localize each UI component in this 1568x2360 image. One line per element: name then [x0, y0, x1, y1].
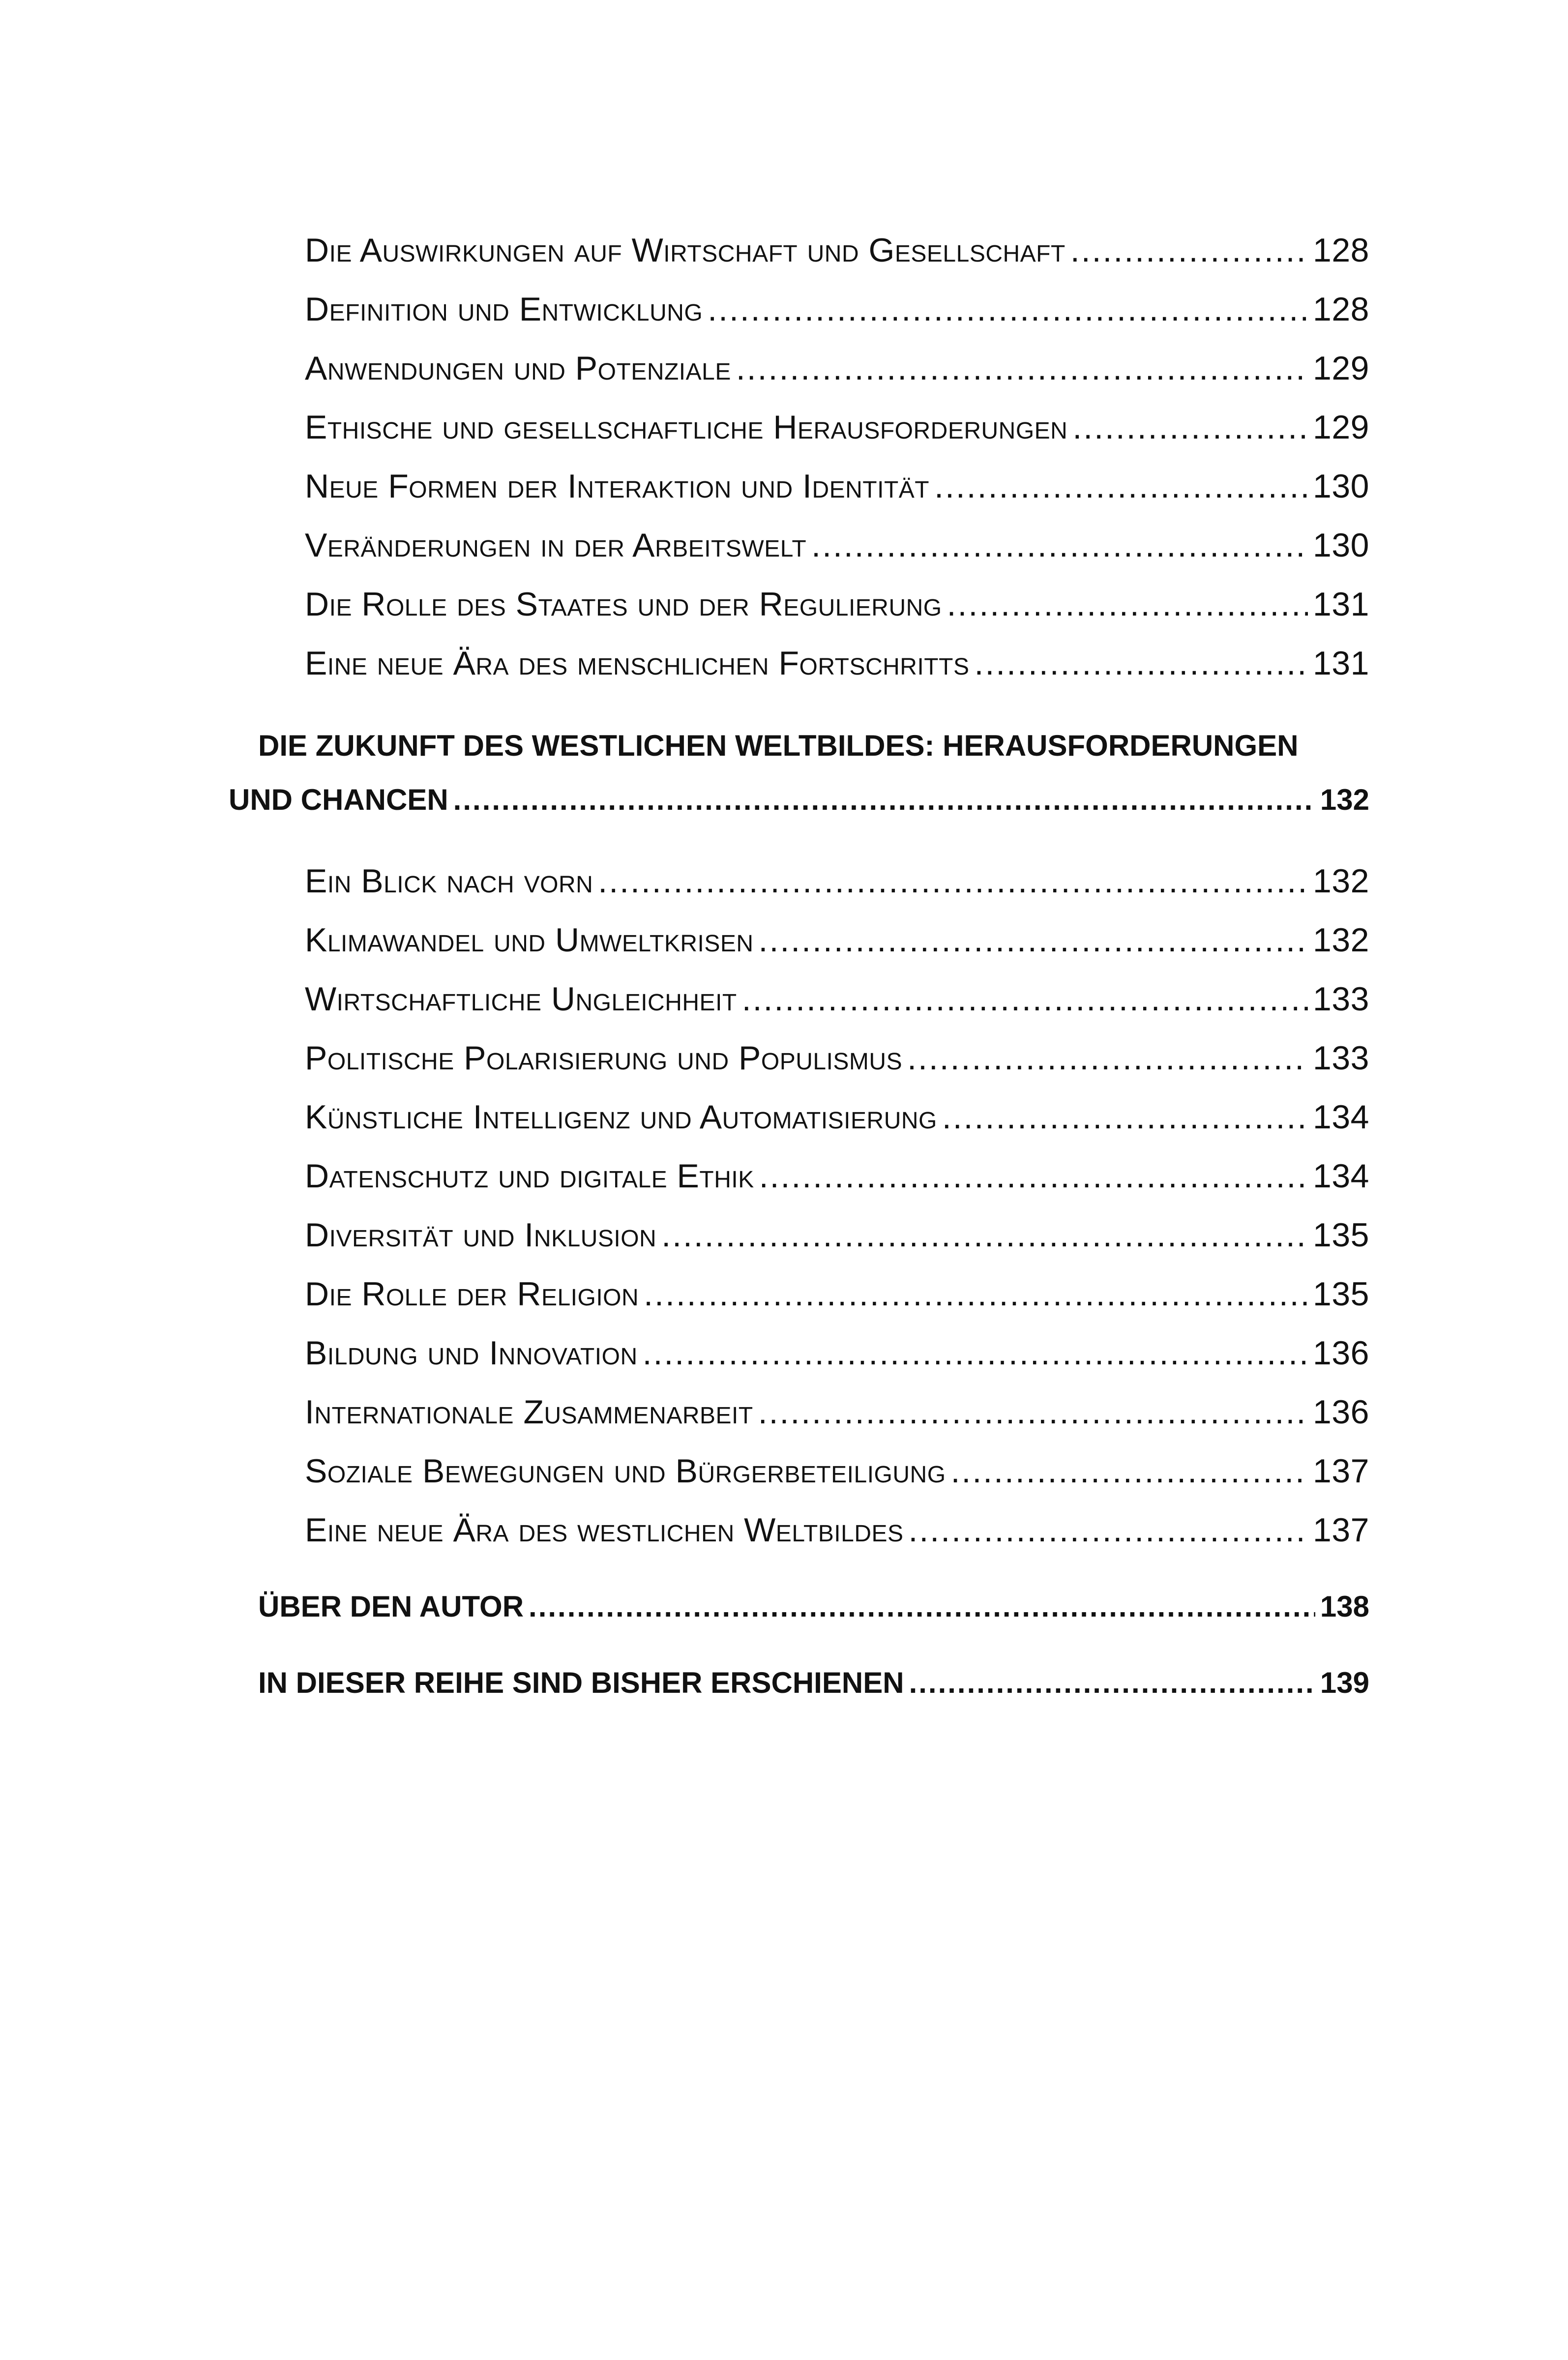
chapter-entry-title: IN DIESER REIHE SIND BISHER ERSCHIENEN — [258, 1666, 904, 1699]
dot-leader — [942, 1098, 1308, 1136]
toc-entry-page: 129 — [1313, 409, 1369, 446]
toc-entry-title: Künstliche Intelligenz und Automatisierung — [305, 1098, 937, 1136]
toc-entry-title: Die Rolle der Religion — [305, 1275, 639, 1313]
toc-entry-title: Ein Blick nach vorn — [305, 862, 593, 900]
toc-entry-title: Bildung und Innovation — [305, 1334, 638, 1372]
dot-leader — [907, 1039, 1308, 1077]
toc-entry — [305, 467, 1369, 511]
toc-entry-page: 129 — [1313, 350, 1369, 387]
chapter-entry-page: 138 — [1320, 1590, 1369, 1623]
toc-entry-title: Politische Polarisierung und Populismus — [305, 1039, 903, 1077]
chapter-heading-line1: DIE ZUKUNFT DES WESTLICHEN WELTBILDES: HERAUSFORDERUNGEN — [258, 729, 1299, 762]
dot-leader — [708, 290, 1308, 328]
toc-entry-title: Neue Formen der Interaktion und Identität — [305, 468, 930, 505]
toc-entry — [305, 408, 1369, 452]
chapter-heading — [229, 783, 1369, 824]
chapter-entry-about-author — [258, 1590, 1369, 1631]
toc-entry — [305, 1393, 1369, 1437]
toc-entry-page: 137 — [1313, 1511, 1369, 1549]
toc-entry-title: Diversität und Inklusion — [305, 1216, 657, 1254]
toc-entry-page: 132 — [1313, 921, 1369, 959]
dot-leader — [759, 921, 1308, 959]
toc-entry — [305, 644, 1369, 688]
dot-leader — [974, 644, 1308, 682]
toc-entry-title: Datenschutz und digitale Ethik — [305, 1157, 754, 1195]
toc-entry-title: Soziale Bewegungen und Bürgerbeteiligung — [305, 1452, 946, 1490]
toc-entry — [305, 349, 1369, 393]
chapter-entry-series — [258, 1666, 1369, 1707]
toc-entry-title: Internationale Zusammenarbeit — [305, 1393, 753, 1431]
toc-entry-title: Definition und Entwicklung — [305, 291, 703, 328]
toc-entry — [305, 585, 1369, 629]
toc-entry-page: 133 — [1313, 980, 1369, 1018]
toc-entry — [305, 1157, 1369, 1201]
dot-leader — [934, 467, 1308, 505]
dot-leader — [947, 585, 1308, 623]
dot-leader — [1070, 231, 1308, 269]
toc-entry — [305, 980, 1369, 1024]
toc-entry — [305, 231, 1369, 275]
chapter-heading-line2: UND CHANCEN — [229, 783, 448, 816]
toc-entry-page: 135 — [1313, 1216, 1369, 1254]
toc-entry — [305, 1275, 1369, 1319]
toc-entry-page: 135 — [1313, 1275, 1369, 1313]
chapter-heading-page: 132 — [1320, 783, 1369, 816]
toc-entry-page: 131 — [1313, 645, 1369, 682]
toc-entry — [305, 1511, 1369, 1555]
toc-entry-page: 130 — [1313, 527, 1369, 564]
toc-entry-page: 134 — [1313, 1157, 1369, 1195]
toc-entry — [305, 290, 1369, 334]
toc-entry-page: 136 — [1313, 1393, 1369, 1431]
dot-leader — [759, 1157, 1308, 1195]
toc-entry — [305, 921, 1369, 965]
toc-entry-title: Veränderungen in der Arbeitswelt — [305, 527, 807, 564]
dot-leader — [909, 1666, 1315, 1700]
dot-leader — [951, 1452, 1308, 1490]
toc-entry-page: 132 — [1313, 862, 1369, 900]
toc-entry — [305, 1039, 1369, 1083]
toc-entry-page: 131 — [1313, 586, 1369, 623]
dot-leader — [598, 862, 1308, 900]
dot-leader — [909, 1511, 1308, 1549]
dot-leader — [742, 980, 1308, 1018]
toc-entry-page: 134 — [1313, 1098, 1369, 1136]
dot-leader — [811, 526, 1308, 564]
toc-entry-page: 136 — [1313, 1334, 1369, 1372]
dot-leader — [1072, 408, 1308, 446]
toc-entry — [305, 1098, 1369, 1142]
toc-entry-title: Eine neue Ära des menschlichen Fortschritts — [305, 645, 970, 682]
dot-leader — [644, 1275, 1308, 1313]
toc-entry — [305, 862, 1369, 906]
toc-entry — [305, 1452, 1369, 1496]
toc-entry — [305, 1334, 1369, 1378]
toc-entry-page: 133 — [1313, 1039, 1369, 1077]
toc-entry-title: Klimawandel und Umweltkrisen — [305, 921, 754, 959]
toc-entry — [305, 526, 1369, 570]
dot-leader — [453, 783, 1315, 817]
toc-entry-page: 137 — [1313, 1452, 1369, 1490]
toc-entry-title: Die Rolle des Staates und der Regulierung — [305, 586, 942, 623]
toc-entry-page: 128 — [1313, 291, 1369, 328]
toc-entry-title: Eine neue Ära des westlichen Weltbildes — [305, 1511, 904, 1549]
dot-leader — [643, 1334, 1308, 1372]
chapter-entry-title: ÜBER DEN AUTOR — [258, 1590, 524, 1623]
toc-entry-title: Wirtschaftliche Ungleichheit — [305, 980, 737, 1018]
toc-entry-title: Die Auswirkungen auf Wirtschaft und Gesellschaft — [305, 232, 1065, 269]
toc-entry-title: Ethische und gesellschaftliche Herausforderungen — [305, 409, 1068, 446]
dot-leader — [736, 349, 1308, 387]
dot-leader — [529, 1590, 1315, 1623]
dot-leader — [758, 1393, 1308, 1431]
toc-entry-title: Anwendungen und Potenziale — [305, 350, 731, 387]
dot-leader — [661, 1216, 1308, 1254]
toc-entry-page: 128 — [1313, 232, 1369, 269]
toc-entry-page: 130 — [1313, 468, 1369, 505]
toc-entry — [305, 1216, 1369, 1260]
chapter-entry-page: 139 — [1320, 1666, 1369, 1699]
